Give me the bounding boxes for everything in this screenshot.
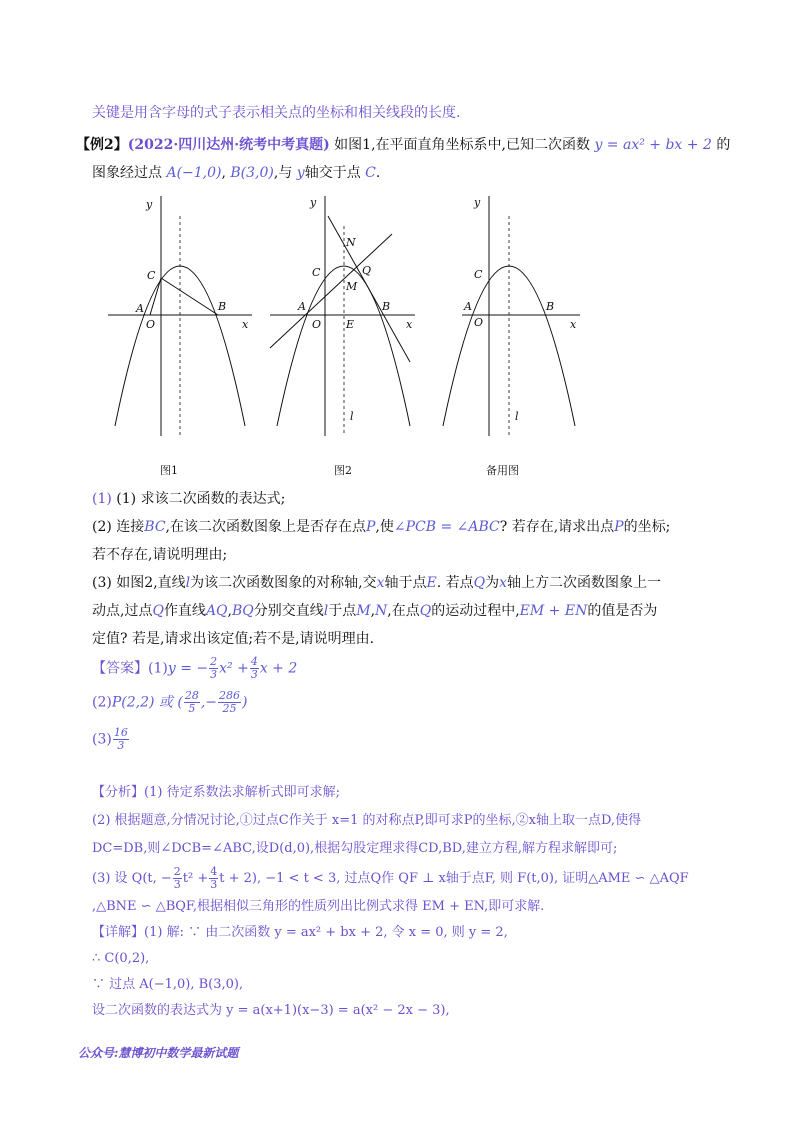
q2-angle: ∠PCB = ∠ABC — [393, 519, 500, 535]
segment-bc — [161, 278, 218, 315]
fraction — [173, 866, 182, 891]
fraction-num: 4 — [210, 865, 218, 878]
label-c: C — [147, 269, 156, 282]
label-q: Q — [362, 264, 372, 277]
analysis-line3: DC=DB,则∠DCB=∠ABC,设D(d,0),根据勾股定理求得CD,BD,建立方程,解方程求解即可; — [92, 841, 618, 856]
detail-line1 — [92, 924, 508, 942]
fraction — [209, 656, 218, 681]
q2-p: P — [614, 519, 624, 535]
label-y: y — [474, 196, 481, 209]
fraction-num: 28 — [184, 689, 199, 702]
q2-bc: BC — [144, 519, 166, 535]
fraction — [250, 656, 259, 681]
stem-formula: y = ax² + bx + 2 — [594, 137, 712, 153]
point-a: A(−1,0) — [166, 165, 222, 181]
caption-fig2: 图2 — [334, 464, 352, 477]
fraction-num: 16 — [113, 726, 128, 739]
q3-e: E — [426, 575, 437, 591]
q3-l: l — [185, 575, 191, 591]
analysis-text: (1) 待定系数法求解析式即可求解; — [144, 785, 340, 800]
label-o: O — [474, 316, 484, 329]
answer-tag: 【答案】 — [92, 660, 148, 677]
q3-n: N — [375, 603, 388, 619]
q3-text: 分别交直线 — [253, 603, 324, 619]
answer-formula: P(2,2) 或 ( — [111, 694, 183, 711]
q1-text: (1) 求该二次函数的表达式; — [116, 491, 286, 507]
q2-text: ? 若存在,请求出点 — [499, 519, 615, 535]
figure-1 — [108, 196, 252, 436]
answer-formula: x + 2 — [259, 660, 298, 677]
answer-formula: ) — [242, 694, 248, 711]
q3-text: 的值是否为 — [587, 603, 658, 619]
q3-q: Q — [419, 603, 432, 619]
label-e: E — [346, 318, 355, 331]
label-l: l — [350, 410, 354, 423]
analysis-line2: (2) 根据题意,分情况讨论,①过点C作关于 x=1 的对称点P,即可求P的坐标,②x轴上取一点D,使得 — [92, 813, 642, 828]
label-y: y — [146, 198, 153, 211]
analysis-line1 — [92, 784, 340, 802]
label-b: B — [218, 300, 227, 313]
q3-text: 于点 — [328, 603, 357, 619]
q2-text: ,使 — [375, 519, 394, 535]
question-3-line2: 动点,过点Q作直线AQ,BQ分别交直线l于点M,N,在点Q的运动过程中,EM + EN的值是否为 — [92, 603, 658, 619]
label-b: B — [546, 300, 555, 313]
figure-backup — [443, 196, 580, 436]
q3-text: 轴于点 — [384, 575, 427, 591]
answer-formula: ,− — [200, 694, 218, 711]
answer-prefix: (1) — [148, 660, 168, 677]
fraction — [209, 866, 218, 891]
label-o: O — [146, 318, 156, 331]
q3-q: Q — [473, 575, 486, 591]
fraction-num: 2 — [210, 655, 218, 668]
q3-text: ,在点 — [387, 603, 420, 619]
fraction-den: 3 — [117, 739, 125, 752]
stem-text: 轴交于点 — [304, 165, 361, 181]
answer-2 — [92, 690, 247, 715]
figures — [0, 186, 794, 486]
fraction — [184, 690, 200, 715]
answer-prefix: (2) — [92, 694, 112, 711]
question-1: (1) (1) 求该二次函数的表达式; — [92, 491, 286, 507]
detail-text: (1) 解: ∵ 由二次函数 y = ax² + bx + 2, 令 x = 0, 则 y = 2, — [144, 925, 508, 940]
label-o: O — [312, 318, 322, 331]
caption-backup: 备用图 — [486, 464, 519, 477]
q3-text: 为 — [485, 575, 500, 591]
figure-2 — [270, 196, 415, 436]
point-c: C — [365, 165, 376, 181]
label-y: y — [310, 196, 317, 209]
line-aq — [270, 234, 392, 348]
fraction-den: 3 — [210, 668, 218, 681]
q3-text: 轴上方二次函数图象上一 — [507, 575, 662, 591]
question-2-line2: 若不存在,请说明理由; — [92, 547, 228, 563]
label-a: A — [136, 302, 144, 315]
analysis-text: (3) 设 Q(t, − — [92, 871, 172, 886]
detail-line3: ∵ 过点 A(−1,0), B(3,0), — [92, 977, 244, 992]
question-2-line1 — [92, 518, 670, 536]
label-a: A — [464, 300, 472, 313]
label-c: C — [312, 266, 321, 279]
q3-text: (3) 如图2,直线 — [92, 575, 186, 591]
fraction — [113, 727, 129, 752]
fraction-den: 5 — [188, 702, 196, 715]
answer-prefix: (3) — [92, 731, 112, 748]
stem-text: . — [375, 165, 381, 181]
answer-formula: x² + — [219, 660, 249, 677]
answer-formula: y = − — [167, 660, 209, 677]
fraction-num: 4 — [250, 655, 258, 668]
q3-x: x — [376, 575, 385, 591]
example-stem-line2: 图象经过点 A(−1,0), B(3,0),与 y轴交于点 C. — [92, 165, 381, 181]
q3-text: 动点,过点 — [92, 603, 153, 619]
caption-fig1: 图1 — [160, 464, 178, 477]
footer-account: 公众号:慧博初中数学最新试题 — [78, 1046, 239, 1060]
parabola — [277, 266, 410, 426]
stem-text: 如图1,在平面直角坐标系中,已知二次函数 — [334, 137, 590, 153]
label-x: x — [242, 318, 249, 331]
fraction-den: 3 — [173, 878, 181, 891]
detail-line2: ∴ C(0,2), — [92, 951, 150, 966]
analysis-line5: ,△BNE ∽ △BQF,根据相似三角形的性质列出比例式求得 EM + EN,即可求解. — [92, 899, 545, 914]
label-c: C — [474, 268, 483, 281]
stem-end: 的 — [716, 137, 731, 153]
label-x: x — [406, 318, 413, 331]
q3-q: Q — [152, 603, 164, 619]
label-a: A — [298, 300, 306, 313]
q3-bq: BQ — [231, 603, 254, 619]
label-m: M — [346, 280, 358, 293]
q3-text: 作直线 — [163, 603, 206, 619]
analysis-text: t² + — [182, 871, 209, 886]
analysis-text: t + 2), −1 < t < 3, 过点Q作 QF ⊥ x轴于点F, 则 F(t,0), 证明△AME ∽ △AQF — [219, 871, 689, 886]
analysis-line4 — [92, 866, 689, 891]
answer-1 — [92, 656, 297, 681]
label-x: x — [570, 318, 577, 331]
question-3-line1 — [92, 574, 661, 592]
label-n: N — [346, 236, 356, 249]
q2-text: (2) 连接 — [92, 519, 145, 535]
detail-line4: 设二次函数的表达式为 y = a(x+1)(x−3) = a(x² − 2x − 3), — [92, 1003, 450, 1018]
q3-text: 为该二次函数图象的对称轴,交 — [190, 575, 377, 591]
example-tag: 【例2】 — [76, 137, 128, 153]
point-b: B(3,0) — [230, 165, 274, 181]
question-3-line3: 定值? 若是,请求出该定值;若不是,请说明理由. — [92, 631, 375, 647]
q3-text: . 若点 — [436, 575, 474, 591]
fraction-num: 286 — [219, 689, 241, 702]
y-axis-ref: y — [296, 165, 305, 181]
q3-m: M — [356, 603, 371, 619]
answer-3 — [92, 727, 130, 752]
analysis-tag: 【分析】 — [92, 785, 145, 800]
q2-text: 的坐标; — [623, 519, 671, 535]
fraction-den: 3 — [210, 878, 218, 891]
intro-line: 关键是用含字母的式子表示相关点的坐标和相关线段的长度. — [92, 105, 461, 121]
q2-text: ,在该二次函数图象上是否存在点 — [165, 519, 366, 535]
label-l: l — [515, 410, 519, 423]
q3-text: 的运动过程中, — [431, 603, 520, 619]
fraction-den: 25 — [222, 702, 237, 715]
example-source: (2022·四川达州·统考中考真题) — [127, 137, 330, 153]
q3-l: l — [323, 603, 329, 619]
q3-em-en: EM + EN — [519, 603, 588, 619]
stem-text: ,与 — [273, 165, 293, 181]
stem-text: 图象经过点 — [92, 165, 162, 181]
fraction-num: 2 — [173, 865, 181, 878]
fraction — [218, 690, 241, 715]
line-bq — [328, 216, 410, 362]
example-stem-line1 — [76, 136, 730, 154]
fraction-den: 3 — [250, 668, 258, 681]
q3-aq: AQ — [205, 603, 228, 619]
q3-x: x — [499, 575, 508, 591]
detail-tag: 【详解】 — [92, 925, 145, 940]
label-b: B — [382, 300, 391, 313]
q2-p: P — [366, 519, 376, 535]
